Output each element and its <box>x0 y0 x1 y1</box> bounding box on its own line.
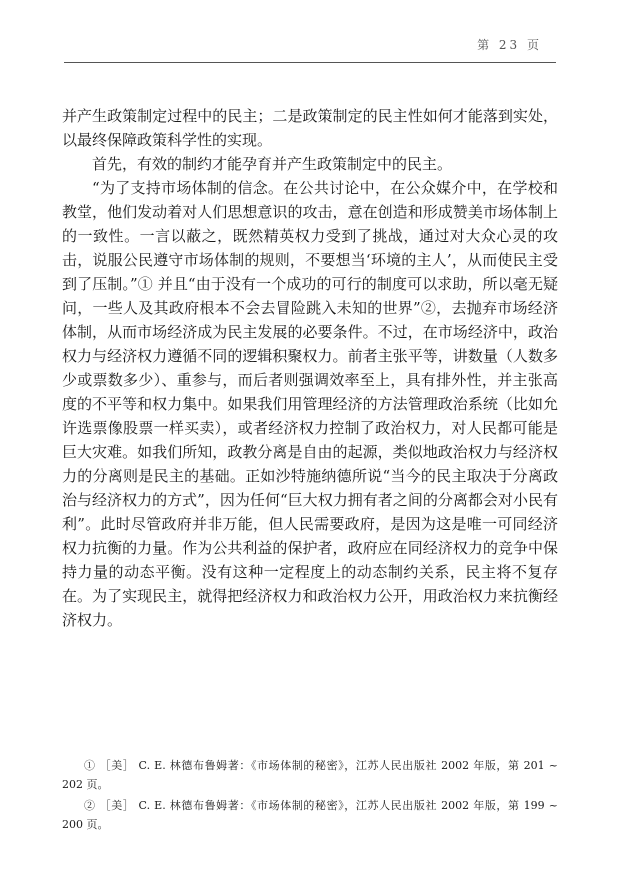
paragraph-first-point: 首先，有效的制约才能孕育并产生政策制定中的民主。 <box>92 155 453 173</box>
page-header <box>0 0 620 70</box>
paragraph-continuation: 并产生政策制定过程中的民主；二是政策制定的民主性如何才能落到实处，以最终保障政策科学性的实现。 <box>62 107 558 149</box>
body-text <box>62 104 558 632</box>
paragraph-quotation: “为了支持市场体制的信念。在公共讨论中，在公众媒介中，在学校和教堂，他们发动着对人们思想意识的攻击，意在创造和形成赞美市场体制上的一致性。一言以蔽之，既然精英权力受到了挑战，通过对大众心灵的攻击，说服公民遵守市场体制的规则，不要想当‘环境的主人’，从而使民主受到了压制。”① 并且“由于没有一个成功的可行的制度可以求助，所以毫无疑问，一些人及其政府根本不会去冒险跳入未知的世界”②，去抛弃市场经济体制，从而市场经济成为民主发展的必要条件。不过，在市场经济中，政治权力与经济权力遵循不同的逻辑积聚权力。前者主张平等，讲数量（人数多少或票数多少）、重参与，而后者则强调效率至上，具有排外性，并主张高度的不平等和权力集中。如果我们用管理经济的方法管理政治系统（比如允许选票像股票一样买卖），或者经济权力控制了政治权力，对人民都可能是巨大灾难。如我们所知，政教分离是自由的起源，类似地政治权力与经济权力的分离则是民主的基础。正如沙特施纳德所说“当今的民主取决于分离政治与经济权力的方式”，因为任何“巨大权力拥有者之间的分离都会对小民有利”。此时尽管政府并非万能，但人民需要政府，是因为这是唯一可同经济权力抗衡的力量。作为公共利益的保护者，政府应在同经济权力的竞争中保持力量的动态平衡。没有这种一定程度上的动态制约关系，民主将不复存在。为了实现民主，就得把经济权力和政治权力公开，用政治权力来抗衡经济权力。 <box>62 179 558 629</box>
header-rule <box>64 62 556 63</box>
footnotes <box>62 756 558 836</box>
footnote-2: ② ［美］ C. E. 林德布鲁姆著：《市场体制的秘密》，江苏人民出版社 2002 年版，第 199 ~ 200 页。 <box>62 799 558 831</box>
footnote-1: ① ［美］ C. E. 林德布鲁姆著：《市场体制的秘密》，江苏人民出版社 2002 年版，第 201 ~ 202 页。 <box>62 759 558 791</box>
page-number: 第 23 页 <box>477 38 542 52</box>
